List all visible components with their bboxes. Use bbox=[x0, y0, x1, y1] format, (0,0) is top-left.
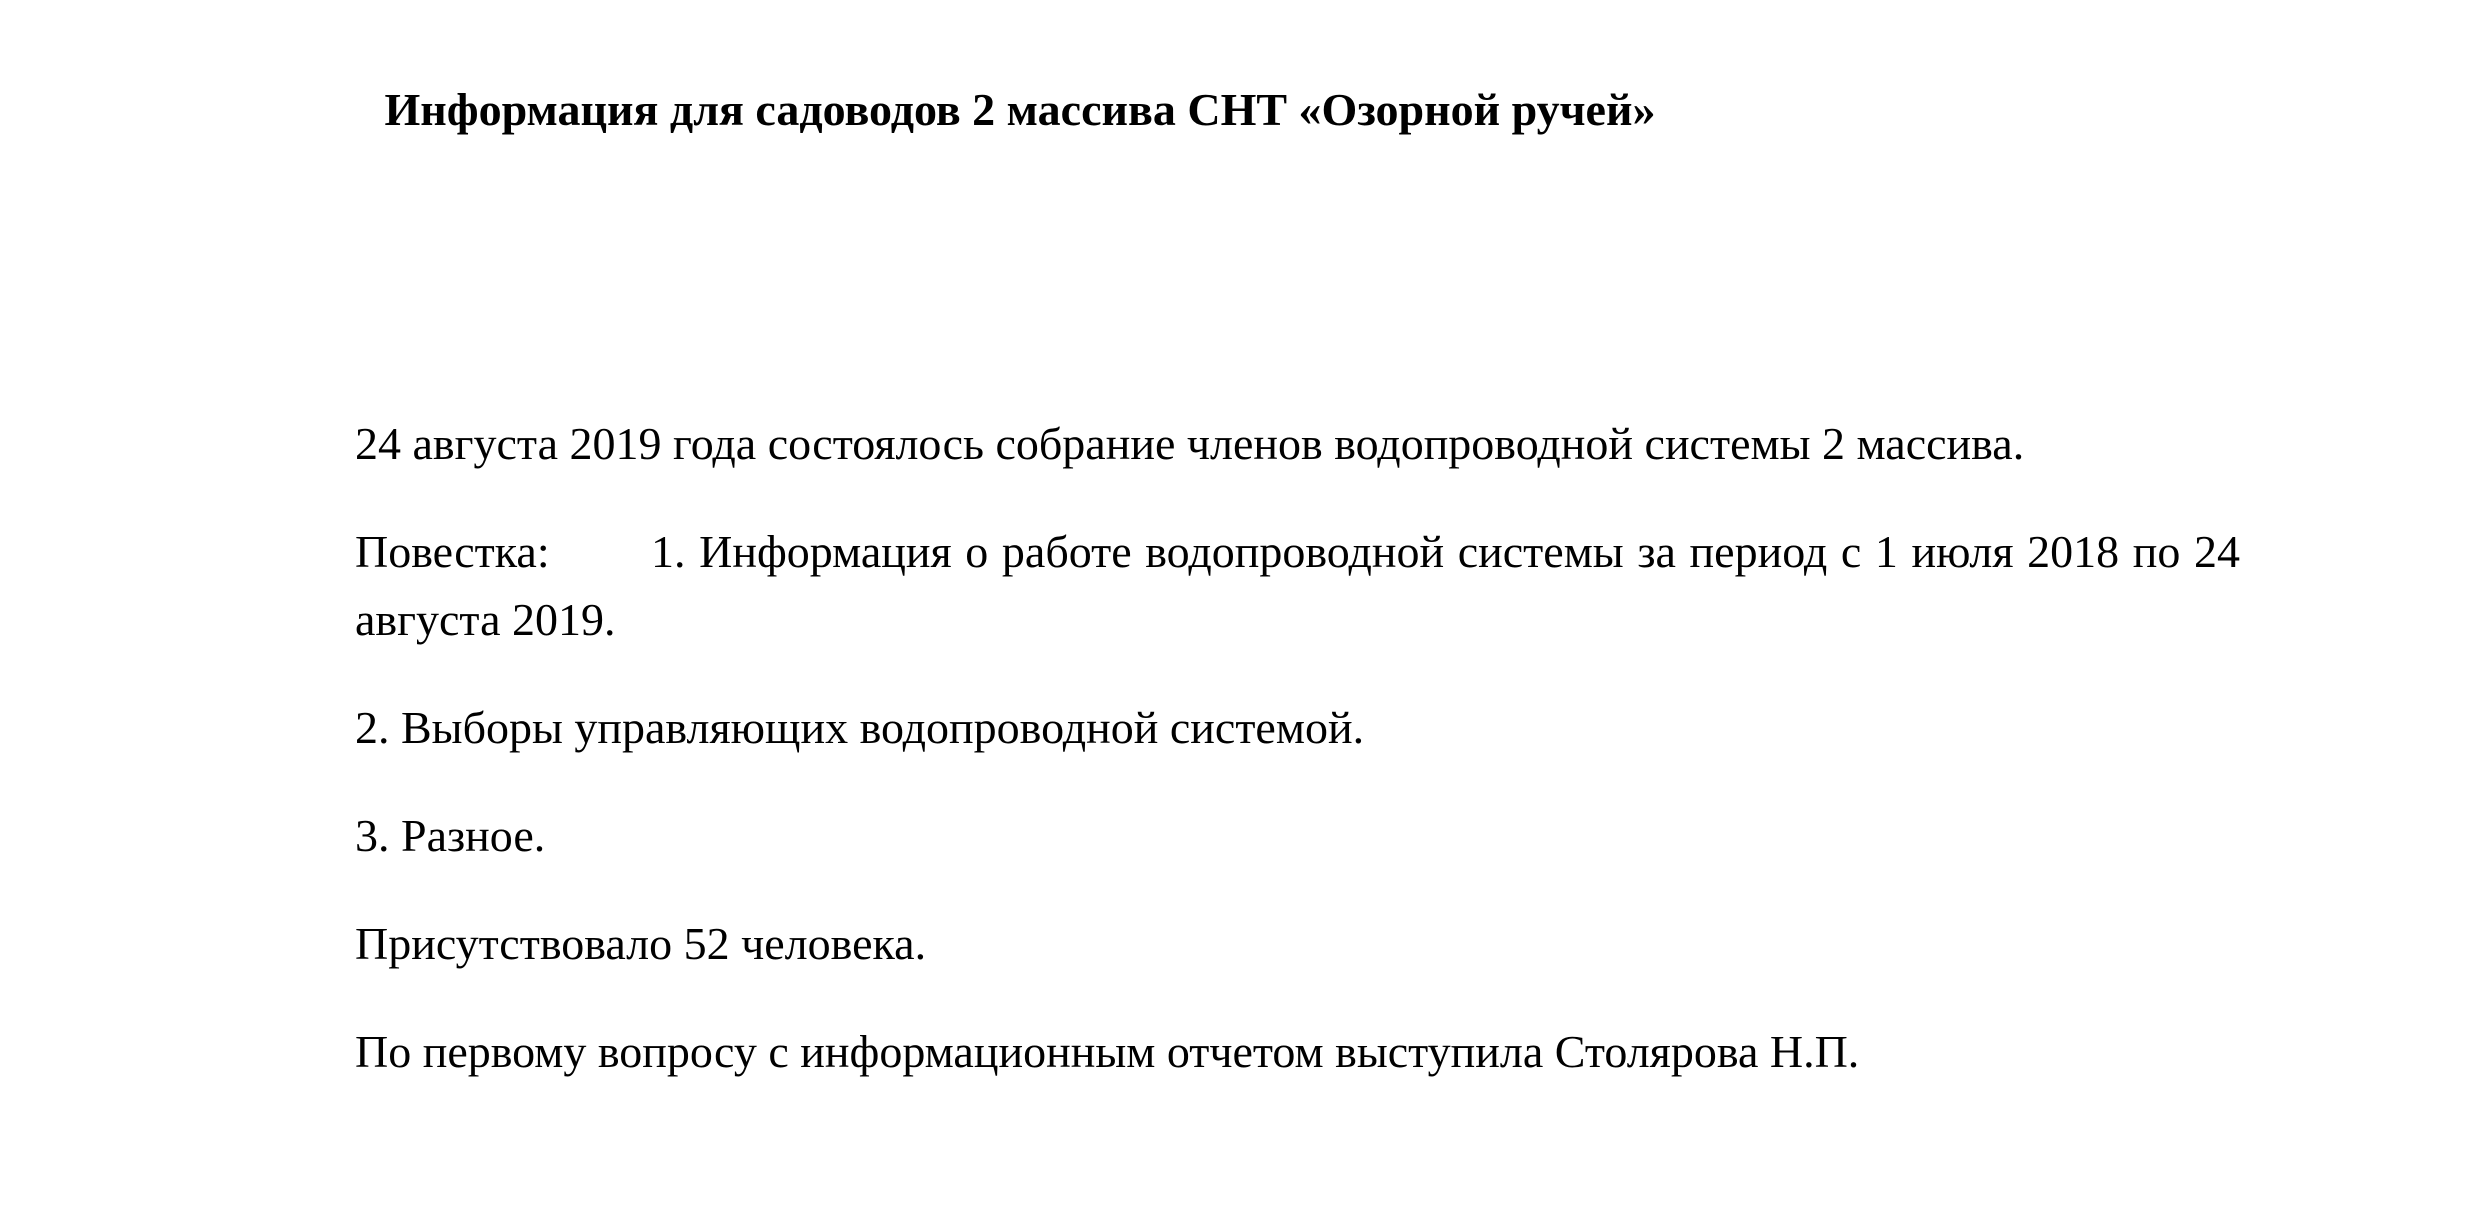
agenda-paragraph bbox=[355, 518, 2240, 654]
first-question-paragraph: По первому вопросу с информационным отчетом выступила Столярова Н.П. bbox=[355, 1026, 1860, 1077]
agenda-item-3: 3. Разное. bbox=[355, 810, 546, 861]
document-body bbox=[355, 410, 2240, 1126]
attendance-paragraph: Присутствовало 52 человека. bbox=[355, 918, 927, 969]
meeting-paragraph: 24 августа 2019 года состоялось собрание членов водопроводной системы 2 массива. bbox=[355, 418, 2025, 469]
agenda-label: Повестка: bbox=[355, 526, 550, 577]
agenda-item-1: 1. Информация о работе водопроводной системы за период с 1 июля 2018 по 24 августа 2019. bbox=[355, 526, 2240, 645]
document-title: Информация для садоводов 2 массива СНТ «Озорной ручей» bbox=[384, 84, 1656, 135]
agenda-item-2: 2. Выборы управляющих водопроводной системой. bbox=[355, 702, 1365, 753]
